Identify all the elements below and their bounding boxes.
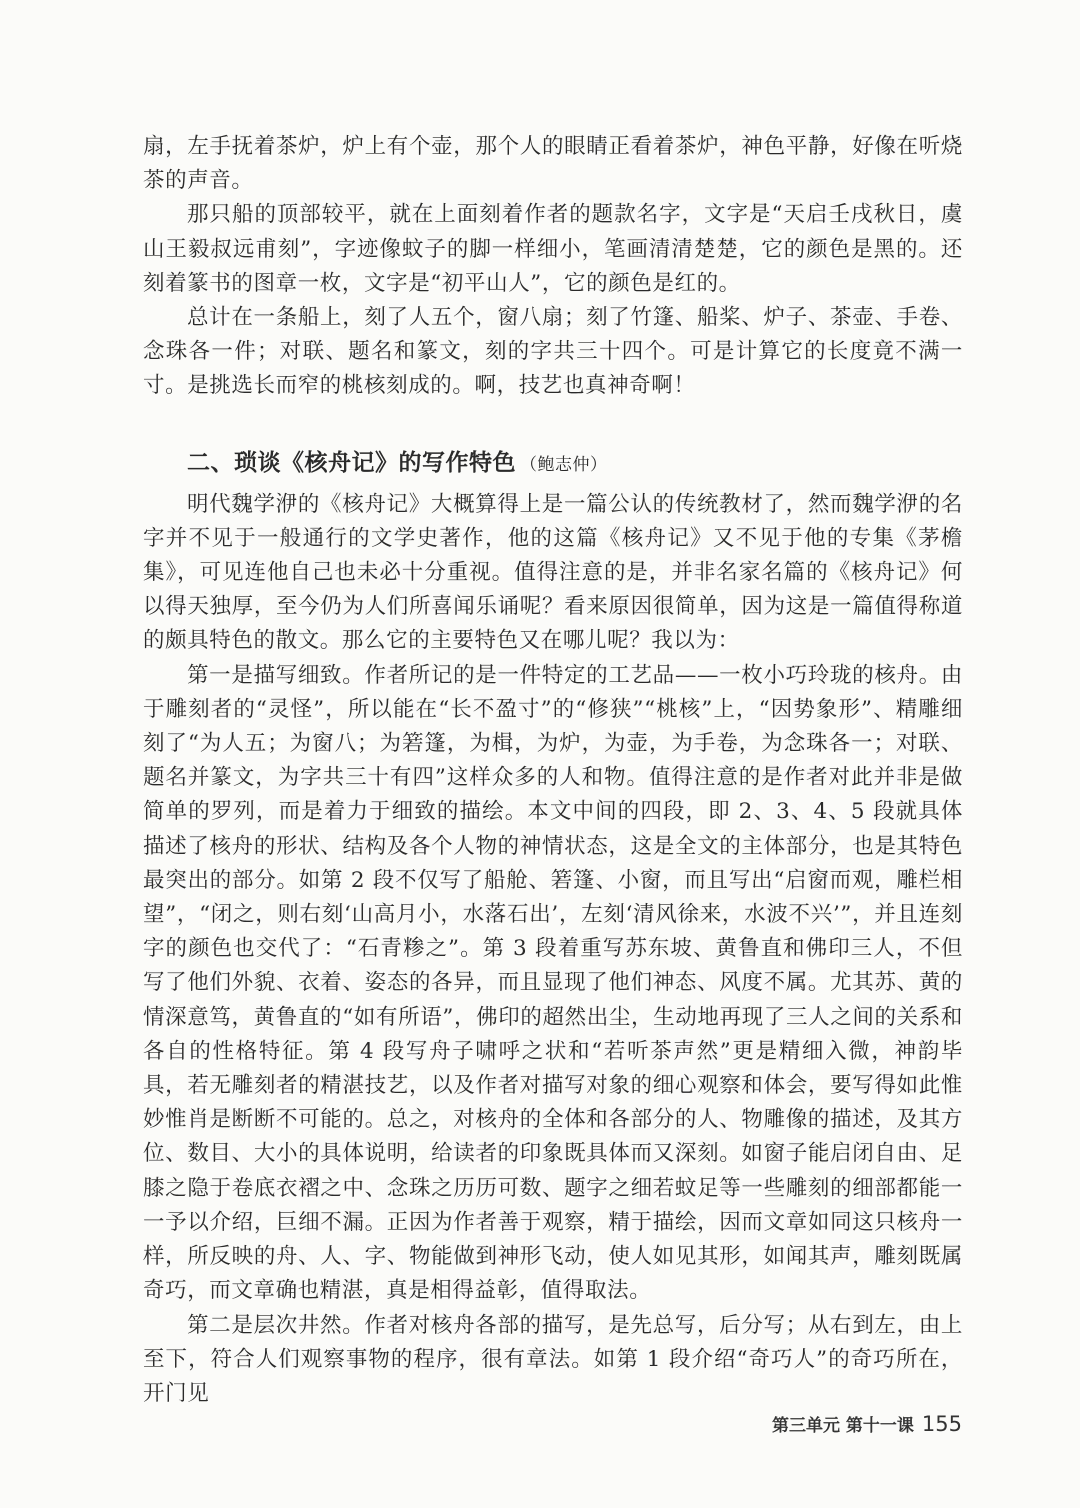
paragraph-continued: 扇，左手抚着茶炉，炉上有个壶，那个人的眼睛正看着茶炉，神色平静，好像在听烧茶的声音。 bbox=[143, 134, 963, 194]
section-author: （鲍志仲） bbox=[520, 454, 608, 475]
page-number: 155 bbox=[921, 1412, 962, 1436]
paragraph: 第一是描写细致。作者所记的是一件特定的工艺品——一枚小巧玲珑的核舟。由于雕刻者的“灵怪”，所以能在“长不盈寸”的“修狭”“桃核”上，“因势象形”、精雕细刻了“为人五；为窗八；为箬篷，为楫，为炉，为壶，为手卷，为念珠各一；对联、题名并篆文，为字共三十有四”这样众多的人和物。值得注意的是作者对此并非是做简单的罗列，而是着力于细致的描绘。本文中间的四段，即 2、3、4、5 段就具体描述了核舟的形状、结构及各个人物的神情状态，这是全文的主体部分，也是其特色最突出的部分。如第 2 段不仅写了船舱、箬篷、小窗，而且写出“启窗而观，雕栏相望”，“闭之，则右刻‘山高月小，水落石出’，左刻‘清风徐来，水波不兴’”，并且连刻字的颜色也交代了：“石青糁之”。第 3 段着重写苏东坡、黄鲁直和佛印三人，不但写了他们外貌、衣着、姿态的各异，而且显现了他们神态、风度不属。尤其苏、黄的情深意笃，黄鲁直的“如有所语”，佛印的超然出尘，生动地再现了三人之间的关系和各自的性格特征。第 4 段写舟子啸呼之状和“若听茶声然”更是精细入微，神韵毕具，若无雕刻者的精湛技艺，以及作者对描写对象的细心观察和体会，要写得如此惟妙惟肖是断断不可能的。总之，对核舟的全体和各部分的人、物雕像的描述，及其方位、数目、大小的具体说明，给读者的印象既具体而又深刻。如窗子能启闭自由、足膝之隐于卷底衣褶之中、念珠之历历可数、题字之细若蚊足等一些雕刻的细部都能一一予以介绍，巨细不漏。正因为作者善于观察，精于描绘，因而文章如同这只核舟一样，所反映的舟、人、字、物能做到神形飞动，使人如见其形，如闻其声，雕刻既属奇巧，而文章确也精湛，真是相得益彰，值得取法。 bbox=[143, 662, 963, 1304]
page-footer bbox=[772, 1411, 962, 1439]
section-heading bbox=[143, 446, 963, 482]
section-title-text: 二、琐谈《核舟记》的写作特色 bbox=[187, 449, 516, 476]
page-body bbox=[143, 130, 963, 1411]
footer-unit-lesson: 第三单元 第十一课 bbox=[771, 1416, 914, 1436]
paragraph: 总计在一条船上，刻了人五个，窗八扇；刻了竹篷、船桨、炉子、茶壶、手卷、念珠各一件；对联、题名和篆文，刻的字共三十四个。可是计算它的长度竟不满一寸。是挑选长而窄的桃核刻成的。啊，技艺也真神奇啊！ bbox=[143, 305, 963, 399]
section-spacer bbox=[143, 404, 963, 446]
paragraph: 明代魏学洢的《核舟记》大概算得上是一篇公认的传统教材了，然而魏学洢的名字并不见于一般通行的文学史著作，他的这篇《核舟记》又不见于他的专集《茅檐集》，可见连他自己也未必十分重视。值得注意的是，并非名家名篇的《核舟记》何以得天独厚，至今仍为人们所喜闻乐诵呢？看来原因很简单，因为这是一篇值得称道的颇具特色的散文。那么它的主要特色又在哪儿呢？我以为： bbox=[143, 491, 963, 654]
paragraph: 那只船的顶部较平，就在上面刻着作者的题款名字，文字是“天启壬戌秋日，虞山王毅叔远甫刻”，字迹像蚊子的脚一样细小，笔画清清楚楚，它的颜色是黑的。还刻着篆书的图章一枚，文字是“初平山人”，它的颜色是红的。 bbox=[143, 202, 963, 296]
paragraph: 第二是层次井然。作者对核舟各部的描写，是先总写，后分写；从右到左，由上至下，符合人们观察事物的程序，很有章法。如第 1 段介绍“奇巧人”的奇巧所在，开门见 bbox=[143, 1312, 963, 1406]
